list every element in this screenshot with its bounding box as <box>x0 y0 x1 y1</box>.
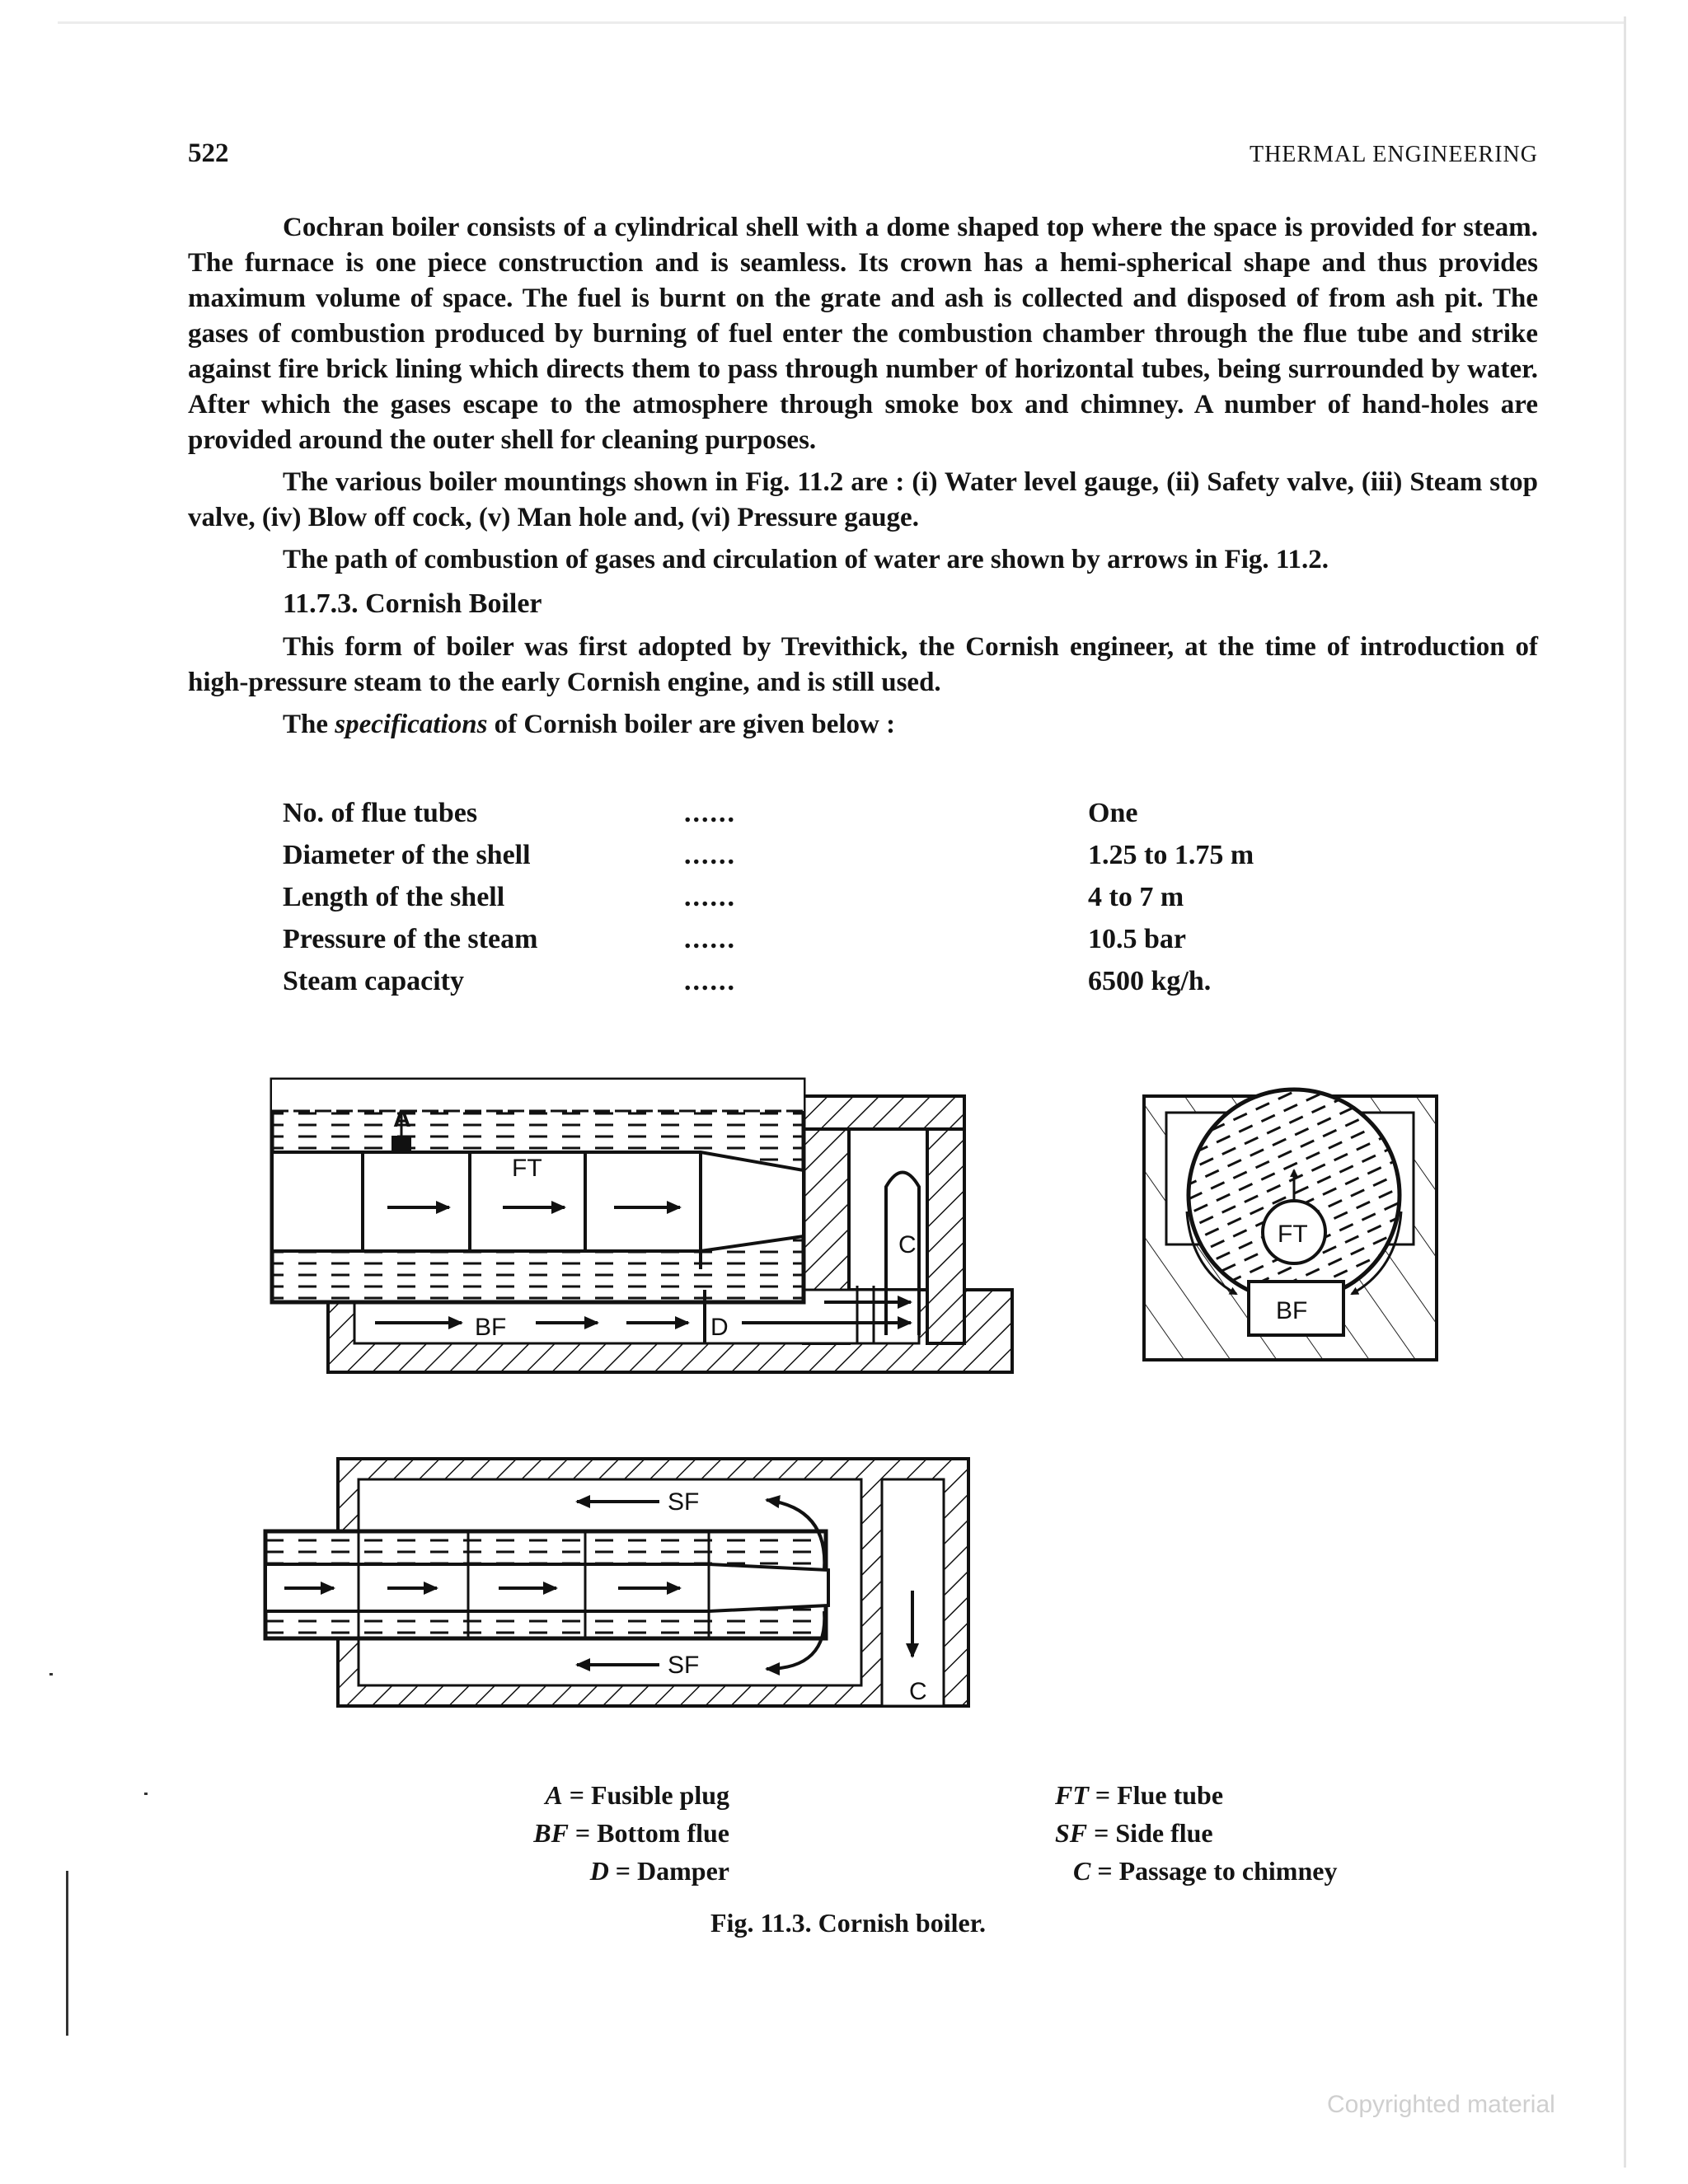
spec-label: Pressure of the steam <box>283 924 538 954</box>
legend-right <box>1055 1780 1385 1894</box>
longitudinal-section <box>272 1080 1012 1372</box>
spec-dots: ...... <box>684 882 736 912</box>
section-heading: 11.7.3. Cornish Boiler <box>283 588 542 619</box>
fusible-plug <box>392 1136 411 1151</box>
label-cross-flue-tube: FT <box>1278 1221 1308 1248</box>
paragraph-cornish-intro: This form of boiler was first adopted by Trevithick, the Cornish engineer, at the time of introduction of high-pressure steam to the early Cornish engine, and is still used. <box>188 632 1538 697</box>
spec-dots: ...... <box>684 924 736 954</box>
spec-label: Diameter of the shell <box>283 840 531 870</box>
legend-key: D <box>589 1856 609 1886</box>
chimney-wall <box>927 1096 964 1343</box>
legend-item <box>507 1818 729 1856</box>
legend-item <box>1055 1818 1385 1856</box>
legend-text: = Side flue <box>1087 1818 1213 1848</box>
spec-dots: ...... <box>684 840 736 870</box>
spec-dots: ...... <box>684 966 736 996</box>
legend-item <box>507 1856 729 1894</box>
legend-text: = Bottom flue <box>568 1818 729 1848</box>
paragraph-path: The path of combustion of gases and circulation of water are shown by arrows in Fig. 11.2. <box>283 545 1329 574</box>
legend-key: C <box>1073 1856 1091 1886</box>
legend-key: BF <box>533 1818 569 1848</box>
label-side-flue-bottom: SF <box>668 1652 700 1679</box>
label-cross-bottom-flue: BF <box>1276 1297 1308 1324</box>
spec-value: 6500 kg/h. <box>1088 966 1212 996</box>
scan-dot <box>49 1673 53 1675</box>
copyright-watermark: Copyrighted material <box>1327 2091 1555 2118</box>
top-brick-wall <box>804 1096 964 1129</box>
page-number: 522 <box>188 138 229 168</box>
spec-label: No. of flue tubes <box>283 798 478 828</box>
label-plan-chimney: C <box>909 1678 927 1705</box>
paragraph-mountings: The various boiler mountings shown in Fig. 11.2 are : (i) Water level gauge, (ii) Safety valve, (iii) Steam stop valve, (iv) Blow off cock, (v) Man hole and, (vi) Pressure gauge. <box>188 467 1538 532</box>
label-flue-tube: FT <box>512 1155 542 1182</box>
legend-item <box>1055 1856 1385 1894</box>
label-bottom-flue: BF <box>475 1314 507 1341</box>
spec-intro-prefix: The <box>283 710 335 739</box>
spec-label: Steam capacity <box>283 966 465 996</box>
legend-text: = Flue tube <box>1088 1780 1224 1810</box>
legend-left <box>507 1780 729 1894</box>
legend-key: FT <box>1055 1780 1089 1810</box>
scan-dot <box>144 1793 148 1795</box>
legend-key: A <box>545 1780 563 1810</box>
spec-intro-emphasis: specifications <box>335 710 488 739</box>
spec-value: 1.25 to 1.75 m <box>1088 840 1254 870</box>
cross-section <box>1144 1090 1437 1360</box>
book-title: THERMAL ENGINEERING <box>1249 142 1538 167</box>
steam-space <box>272 1080 804 1111</box>
legend-text: = Damper <box>608 1856 729 1886</box>
legend-item <box>507 1780 729 1818</box>
label-chimney-passage: C <box>898 1231 917 1258</box>
label-fusible-plug: A <box>393 1105 411 1132</box>
legend-text: = Passage to chimney <box>1090 1856 1338 1886</box>
spec-label: Length of the shell <box>283 882 505 912</box>
label-damper: D <box>710 1314 729 1341</box>
legend-text: = Fusible plug <box>562 1780 729 1810</box>
spec-value: 10.5 bar <box>1088 924 1186 954</box>
spec-intro-suffix: of Cornish boiler are given below : <box>487 710 896 739</box>
spec-dots: ...... <box>684 798 736 828</box>
legend-item <box>1055 1780 1385 1818</box>
spec-value: 4 to 7 m <box>1088 882 1184 912</box>
scan-mark <box>66 1871 68 2036</box>
paragraph-cochran: Cochran boiler consists of a cylindrical shell with a dome shaped top where the space is provided for steam. The furnace is one piece construction and is seamless. Its crown has a hemi-spherical shape and thus provides maximum volume of space. The fuel is burnt on the grate and ash is collected and disposed of from ash pit. The gases of combustion produced by burning of fuel enter the combustion chamber through the flue tube and strike against fire brick lining which directs them to pass through number of horizontal tubes, being surrounded by water. After which the gases escape to the atmosphere through smoke box and chimney. A number of hand-holes are provided around the outer shell for cleaning purposes. <box>188 213 1538 455</box>
legend-key: SF <box>1055 1818 1088 1848</box>
plan-section <box>265 1459 968 1706</box>
label-side-flue-top: SF <box>668 1488 700 1516</box>
spec-value: One <box>1088 798 1138 828</box>
figure-caption: Fig. 11.3. Cornish boiler. <box>710 1908 986 1938</box>
